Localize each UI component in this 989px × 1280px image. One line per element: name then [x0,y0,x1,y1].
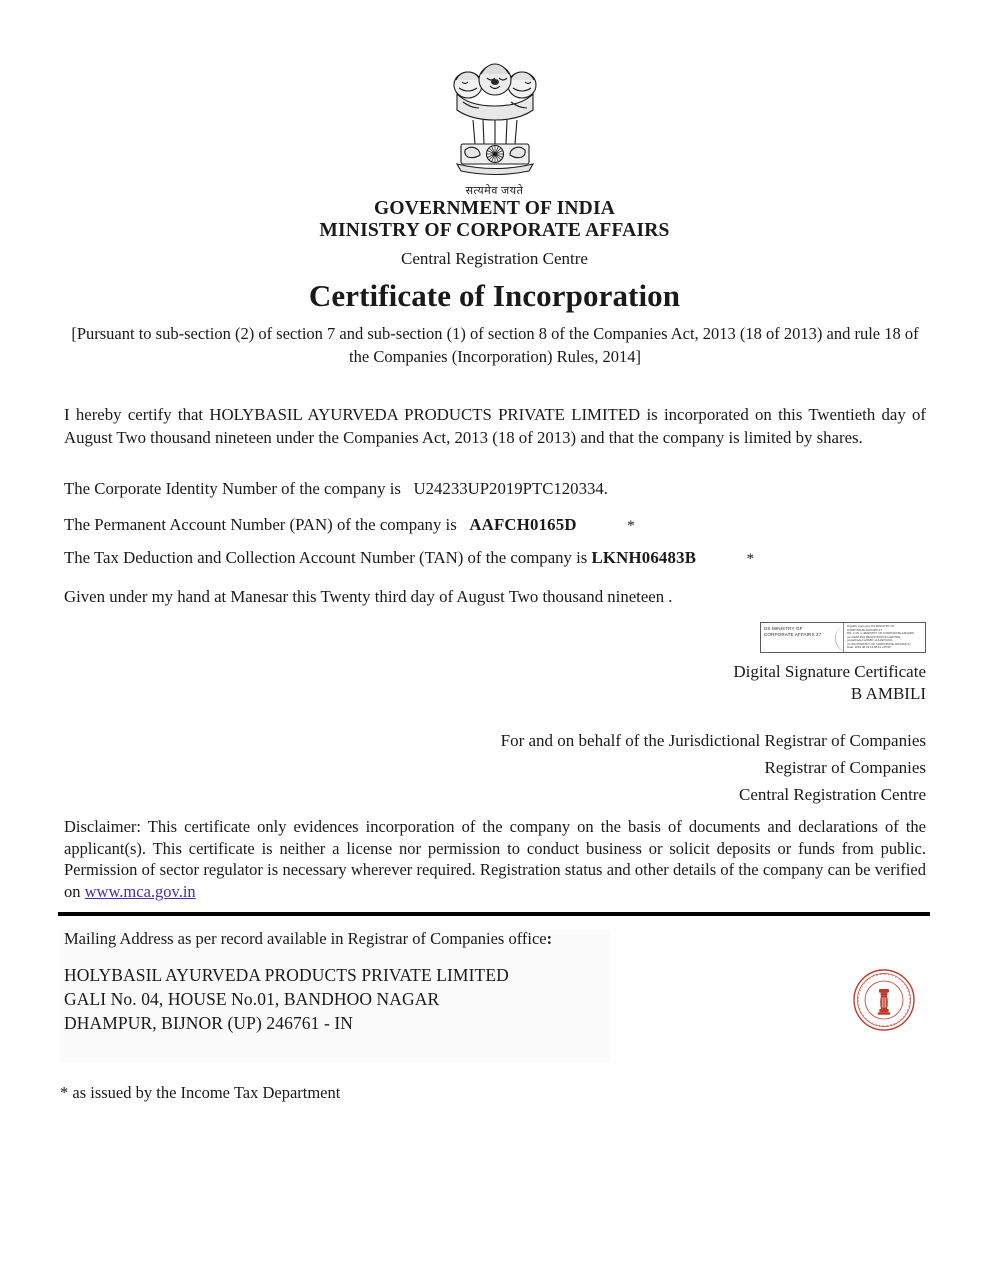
registration-office: Central Registration Centre [401,249,588,268]
cin-label: The Corporate Identity Number of the company is [64,479,401,498]
dsc-label: Digital Signature Certificate [733,662,926,681]
dsc-detail-6: cn=DS MINISTRY OF CORPORATE AFFAIRS 27 [847,641,911,646]
dsc-detail-2: CORPORATE AFFAIRS 27 [847,627,882,632]
cin-line [64,477,926,500]
government-title: GOVERNMENT OF INDIA [373,198,616,219]
dsc-detail-4: ou=CENTRAL REGISTRATION CENTRE, [847,634,902,639]
dsc-detail-3: DN: c=IN, o=MINISTRY OF CORPORATE AFFAIRS, [847,631,915,635]
pan-value: AAFCH0165D [469,515,577,534]
digital-signature-stamp [760,622,926,653]
dsc-detail-7: Date: 2019.08.23 12:08:11 +05'30' [847,645,892,649]
disclaimer-text: Disclaimer: This certificate only evidences incorporation of the company on the basis of documents and declarations of the applicant(s). This certificate is neither a license nor permission to conduct business or solicit deposits or funds from public. Permission of sector regulator is necessary wherever required. Registration status and other details of the company can be verified on [64,817,926,901]
dsc-detail-1: Digitally signed by DS MINISTRY OF [847,624,895,628]
roc-seal-icon [851,967,917,1033]
mailing-address-block [64,963,824,1035]
registrar-line: Registrar of Companies [764,758,926,777]
dsc-stamp-name-line2: CORPORATE AFFAIRS 27 [764,632,822,637]
mailing-address-line-1: GALI No. 04, HOUSE No.01, BANDHOO NAGAR [64,989,440,1009]
mailing-address-label [64,928,864,950]
tan-line [64,546,926,571]
on-behalf-line: For and on behalf of the Jurisdictional Registrar of Companies [500,731,926,750]
pan-footnote-star: * [627,518,635,534]
signer-name: B AMBILI [850,684,926,703]
pursuant-clause: [Pursuant to sub-section (2) of section 7 and sub-section (1) of section 8 of the Companies Act, 2013 (18 of 2013) and rule 18 of the Companies (Incorporation) Rules, 2014] [71,324,919,366]
disclaimer-block [64,816,926,902]
india-national-emblem-icon [443,52,547,185]
mailing-address-label-text: Mailing Address as per record available in Registrar of Companies office [64,929,547,948]
dsc-stamp-name [761,623,843,652]
income-tax-footnote: * as issued by the Income Tax Department [60,1083,341,1102]
ministry-title: MINISTRY OF CORPORATE AFFAIRS [319,220,670,241]
emblem-motto: सत्यमेव जयते [465,185,524,197]
dsc-stamp-name-line1: DS MINISTRY OF [764,626,803,631]
dsc-detail-5: postalCode=122050, st=HARYANA, [847,638,894,642]
mailing-address-line-2: DHAMPUR, BIJNOR (UP) 246761 - IN [64,1013,354,1033]
cin-value: U24233UP2019PTC120334. [413,479,608,498]
pan-label: The Permanent Account Number (PAN) of the company is [64,515,457,534]
page-title: Certificate of Incorporation [308,278,681,313]
tan-label: The Tax Deduction and Collection Account Number (TAN) of the company is [64,548,588,567]
dsc-stamp-details [844,623,925,652]
pan-line [64,513,926,538]
centre-line: Central Registration Centre [739,785,926,804]
mailing-address-label-colon: : [546,929,553,948]
mailing-company-name: HOLYBASIL AYURVEDA PRODUCTS PRIVATE LIMITED [64,965,509,985]
given-under-hand-line: Given under my hand at Manesar this Twenty third day of August Two thousand nineteen . [64,587,673,606]
tan-value: LKNH06483B [591,548,697,567]
tan-footnote-star: * [746,551,755,567]
mca-website-link[interactable]: www.mca.gov.in [84,881,196,901]
section-divider [58,912,930,916]
certify-paragraph: I hereby certify that HOLYBASIL AYURVEDA PRODUCTS PRIVATE LIMITED is incorporated on this Twentieth day of August Two thousand nineteen under the Companies Act, 2013 (18 of 2013) and that the company is limited by shares. [64,405,926,447]
national-emblem-block [0,52,989,198]
